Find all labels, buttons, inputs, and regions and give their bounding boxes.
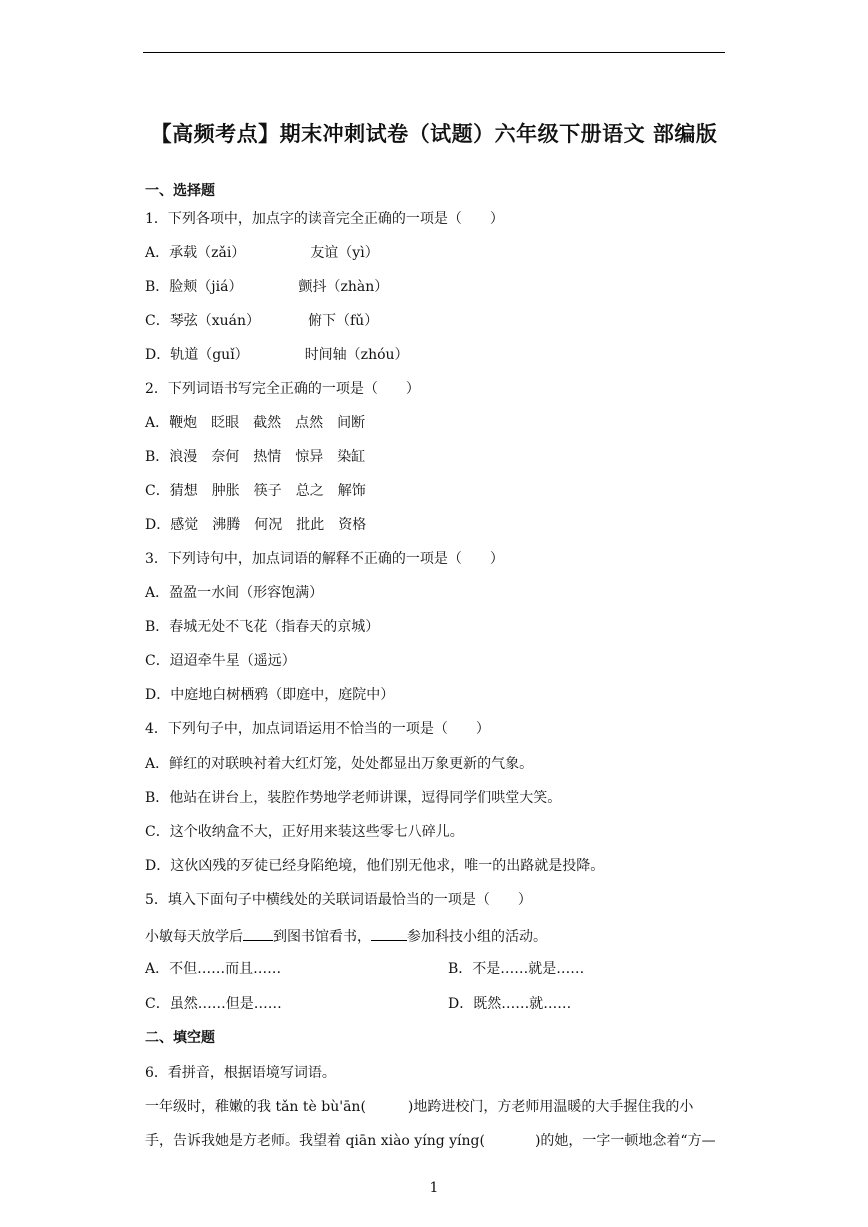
section-heading-choice: 一、选择题 (145, 183, 215, 199)
question-5-sentence (145, 926, 547, 946)
question-5-option-d: D．既然……就…… (448, 996, 572, 1012)
page-title: 【高频考点】期末冲刺试卷（试题）六年级下册语文 部编版 (150, 122, 718, 146)
sentence-part2: 到图书馆看书， (273, 929, 371, 945)
question-1-option-c (145, 312, 378, 330)
question-3-option-b: B．春城无处不飞花（指春天的京城） (145, 619, 380, 635)
question-6-stem: 6．看拼音，根据语境写词语。 (145, 1065, 336, 1081)
question-4-option-a: A．鲜红的对联映衬着大红灯笼，处处都显出万象更新的气象。 (145, 756, 534, 772)
line2-part1: 手，告诉我她是方老师。我望着 qiān xiào yíng yíng( (145, 1133, 485, 1149)
question-2-stem: 2．下列词语书写完全正确的一项是（ ） (145, 381, 420, 397)
question-5-option-c: C．虽然……但是…… (145, 996, 282, 1012)
question-3-option-c: C．迢迢牵牛星（遥远） (145, 653, 296, 669)
section-heading-fill: 二、填空题 (145, 1030, 215, 1046)
option-b-part1: B．脸颊（jiá） (145, 279, 243, 295)
question-4-option-d: D．这伙凶残的歹徒已经身陷绝境，他们别无他求，唯一的出路就是投降。 (145, 858, 605, 874)
question-5-option-b: B．不是……就是…… (448, 961, 585, 977)
line1-part1: 一年级时，稚嫩的我 tǎn tè bù'ān( (145, 1099, 366, 1115)
question-3-stem: 3．下列诗句中，加点词语的解释不正确的一项是（ ） (145, 551, 504, 567)
question-5-stem: 5．填入下面句子中横线处的关联词语最恰当的一项是（ ） (145, 892, 532, 908)
question-1-stem: 1．下列各项中，加点字的读音完全正确的一项是（ ） (145, 211, 504, 227)
option-b-part2: 颤抖（zhàn） (298, 279, 389, 295)
question-1-option-b (145, 278, 388, 296)
question-5-option-a: A．不但……而且…… (145, 961, 282, 977)
question-4-option-b: B．他站在讲台上，装腔作势地学老师讲课，逗得同学们哄堂大笑。 (145, 790, 562, 806)
option-c-part2: 俯下（fǔ） (308, 313, 379, 329)
option-d-part2: 时间轴（zhóu） (304, 347, 409, 363)
line2-part2: )的她，一字一顿地念着“方— (534, 1133, 716, 1149)
question-2-option-b: B．浪漫 奈何 热情 惊异 染缸 (145, 449, 366, 465)
sentence-part3: 参加科技小组的活动。 (407, 929, 547, 945)
question-1-option-d (145, 346, 409, 364)
question-4-stem: 4．下列句子中，加点词语运用不恰当的一项是（ ） (145, 721, 490, 737)
line1-part2: )地跨进校门，方老师用温暖的大手握住我的小 (407, 1099, 694, 1115)
question-4-option-c: C．这个收纳盒不大，正好用来装这些零七八碎儿。 (145, 824, 464, 840)
question-2-option-c: C．猜想 肿胀 筷子 总之 解饰 (145, 483, 366, 499)
option-d-part1: D．轨道（guǐ） (145, 347, 249, 363)
question-3-option-a: A．盈盈一水间（形容饱满） (145, 585, 324, 601)
fill-blank-1 (243, 926, 273, 941)
question-2-option-a: A．鞭炮 眨眼 截然 点然 间断 (145, 415, 366, 431)
header-rule (143, 52, 725, 53)
page-number: 1 (429, 1180, 439, 1196)
question-6-line-2 (145, 1132, 716, 1150)
option-a-part1: A．承载（zǎi） (145, 245, 246, 261)
sentence-part1: 小敏每天放学后 (145, 929, 243, 945)
option-a-part2: 友谊（yì） (310, 245, 379, 261)
question-3-option-d: D．中庭地白树栖鸦（即庭中，庭院中） (145, 687, 395, 703)
question-2-option-d: D．感觉 沸腾 何况 批此 资格 (145, 517, 367, 533)
option-c-part1: C．琴弦（xuán） (145, 313, 260, 329)
question-1-option-a (145, 244, 379, 262)
fill-blank-2 (371, 926, 407, 941)
question-6-line-1 (145, 1098, 693, 1116)
